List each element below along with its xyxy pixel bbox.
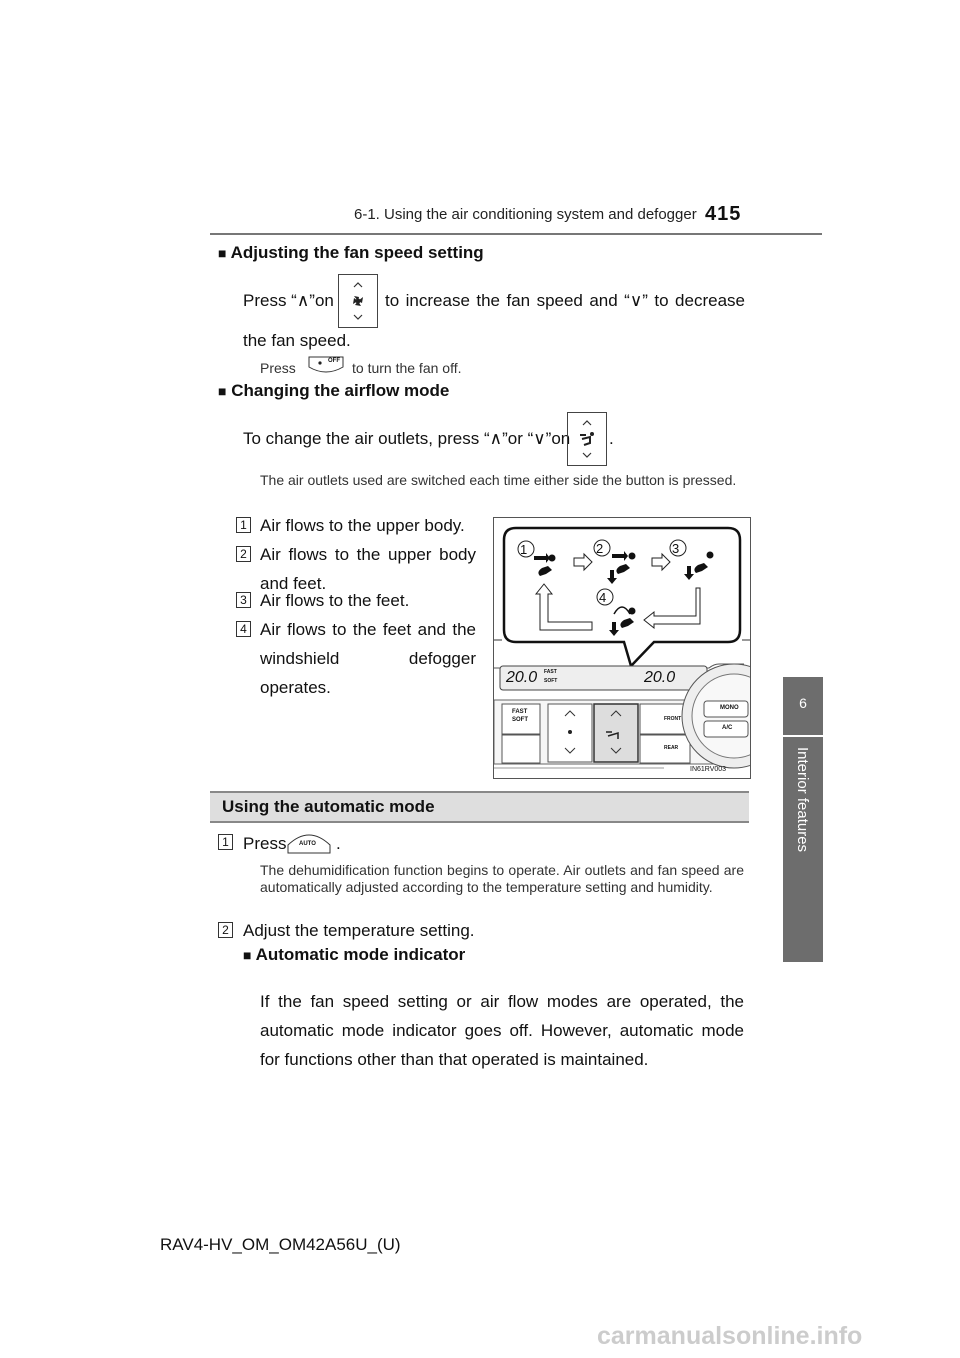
- display-temp-right: 20.0: [644, 669, 676, 686]
- front-defog-label: FRONT: [664, 716, 682, 722]
- item-number-3: 3: [236, 592, 251, 608]
- auto-mode-section-bar: [210, 791, 749, 823]
- fan-off-note-a: Press: [260, 360, 296, 376]
- airflow-heading: ■ Changing the airflow mode: [218, 381, 450, 400]
- watermark: carmanualsonline.info: [597, 1322, 863, 1350]
- airflow-text-1: To change the air outlets, press “∧”or “∨”on: [243, 429, 571, 448]
- fast-label: FAST: [512, 709, 528, 715]
- rear-defog-label: REAR: [664, 745, 679, 751]
- step2-text: Adjust the temperature setting.: [243, 921, 475, 940]
- callout-1: 1: [520, 542, 528, 557]
- indicator-heading: ■ Automatic mode indicator: [243, 945, 466, 964]
- step1-text-b: .: [336, 834, 341, 853]
- auto-button-icon: AUTO: [286, 827, 332, 855]
- fan-off-note-b: to turn the fan off.: [352, 360, 462, 376]
- airflow-item-1: Air flows to the upper body.: [260, 516, 465, 535]
- display-temp-left: 20.0: [506, 669, 538, 686]
- item-number-4: 4: [236, 621, 251, 637]
- fan-speed-text-2: to increase the fan speed and “∨” to decrease: [385, 291, 745, 310]
- fan-off-button-icon: OFF: [307, 355, 345, 375]
- display-soft: SOFT: [544, 678, 558, 684]
- chapter-title: Interior features: [794, 747, 811, 853]
- soft-label: SOFT: [512, 717, 528, 723]
- display-fast: FAST: [544, 669, 557, 675]
- figure-drawing: [494, 518, 750, 778]
- ac-label: A/C: [722, 725, 733, 731]
- figure-code: IN61RV003: [690, 766, 727, 773]
- step-number-2: 2: [218, 922, 233, 938]
- auto-mode-section-title: Using the automatic mode: [222, 797, 435, 816]
- mono-label: MONO: [720, 705, 739, 711]
- item-number-2: 2: [236, 546, 251, 562]
- item-number-1: 1: [236, 517, 251, 533]
- callout-4: 4: [599, 590, 607, 605]
- airflow-note: The air outlets used are switched each time either side the button is pressed.: [260, 472, 737, 488]
- manual-id: RAV4-HV_OM_OM42A56U_(U): [160, 1235, 401, 1254]
- header-rule: [210, 233, 822, 235]
- indicator-text: If the fan speed setting or air flow modes are operated, the automatic mode indicator goes off. However, automatic mode for functions other than that operated is maintained.: [260, 992, 744, 1069]
- airflow-item-2: Air flows to the upper body and feet.: [260, 545, 476, 593]
- fan-speed-text-1: Press “∧”on: [243, 291, 334, 310]
- step1-note: The dehumidification function begins to operate. Air outlets and fan speed are automatically adjusted according to the temperature setting and humidity.: [260, 862, 744, 895]
- airflow-item-4: Air flows to the feet and the windshield defogger operates.: [260, 620, 476, 697]
- step-number-1: 1: [218, 834, 233, 850]
- callout-2: 2: [596, 541, 604, 556]
- square-bullet-icon: ■: [243, 947, 252, 963]
- airflow-text-2: .: [609, 429, 614, 448]
- chapter-number: 6: [799, 695, 807, 711]
- fan-speed-text-3: the fan speed.: [243, 331, 351, 350]
- fan-speed-button-icon: [338, 274, 378, 328]
- callout-3: 3: [672, 541, 680, 556]
- page-number: 415: [705, 203, 742, 225]
- climate-panel-figure: [493, 517, 751, 779]
- chapter-tab: [783, 677, 823, 735]
- step1-text-a: Press: [243, 834, 287, 853]
- square-bullet-icon: ■: [218, 245, 227, 261]
- fan-speed-heading: ■ Adjusting the fan speed setting: [218, 243, 484, 262]
- square-bullet-icon: ■: [218, 383, 227, 399]
- airflow-mode-button-icon: [567, 412, 607, 466]
- chapter-title-tab: [783, 737, 823, 962]
- section-header: 6-1. Using the air conditioning system and defogger: [354, 206, 697, 223]
- airflow-item-3: Air flows to the feet.: [260, 591, 410, 610]
